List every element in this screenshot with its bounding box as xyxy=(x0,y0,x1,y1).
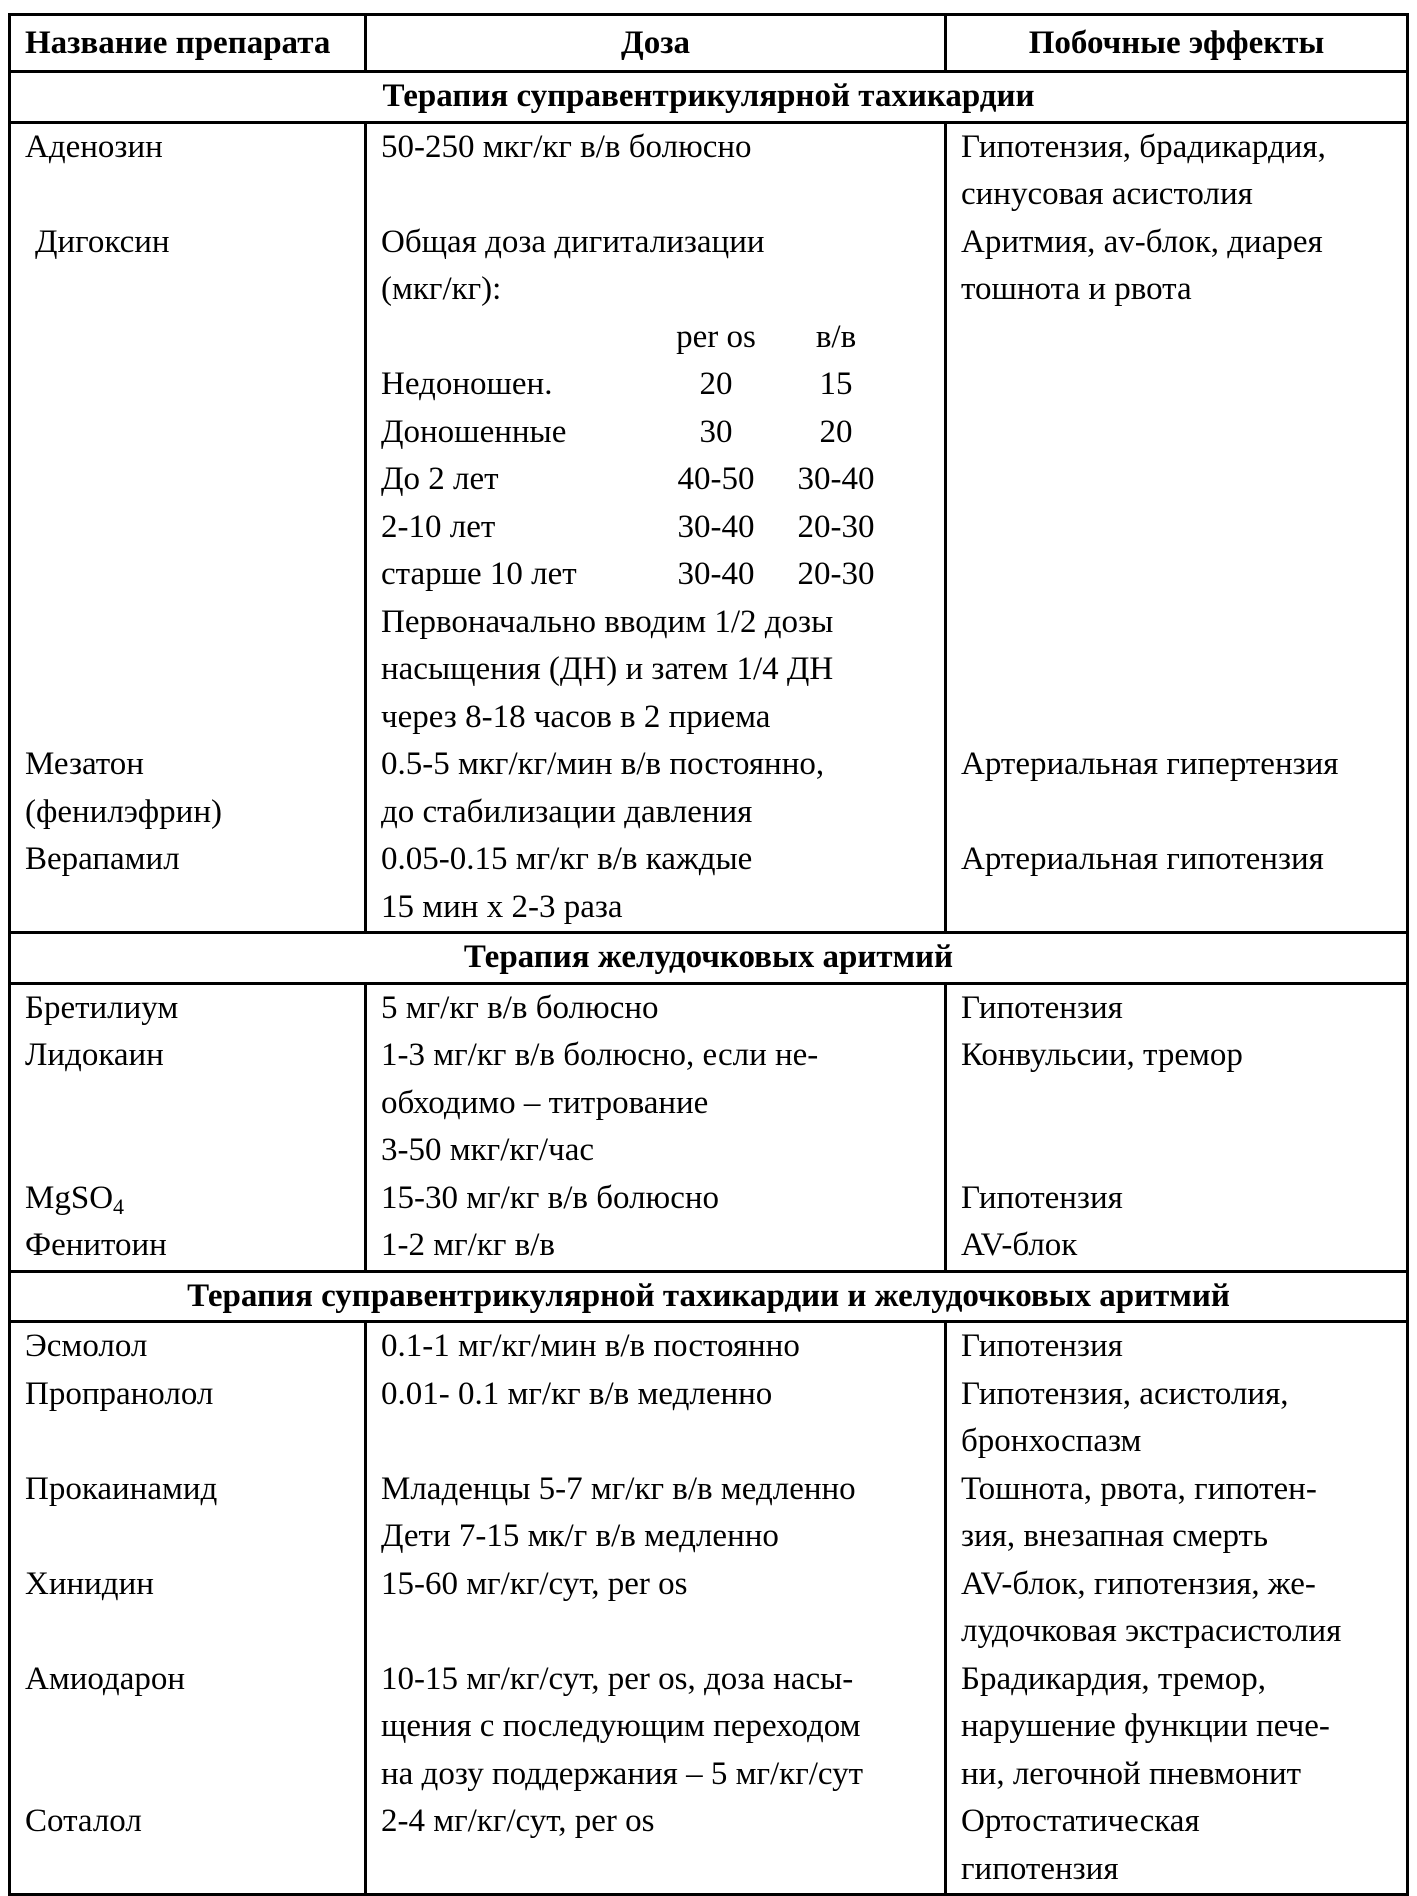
drug-dose xyxy=(366,1798,946,1895)
effects-line: Конвульсии, тремор xyxy=(961,1037,1243,1073)
drug-dose xyxy=(366,1656,946,1799)
drug-dose xyxy=(366,1371,946,1466)
drug-name-line: Фенитоин xyxy=(25,1227,167,1263)
section-title: Терапия желудочковых аритмий xyxy=(10,933,1408,984)
section-header xyxy=(10,933,1408,984)
effects-line: нарушение функции пече- xyxy=(961,1708,1330,1744)
drug-name xyxy=(10,1371,366,1466)
effects-line: Артериальная гипертензия xyxy=(961,746,1339,782)
dose-table-cell: 30-40 xyxy=(677,556,755,592)
dose-table-cell: старше 10 лет xyxy=(381,556,577,592)
dose-table-cell: 20-30 xyxy=(797,556,875,592)
table-row xyxy=(10,741,1408,836)
drug-name-line xyxy=(25,1175,350,1223)
effects-line: Гипотензия xyxy=(961,989,1123,1026)
drug-name xyxy=(10,983,366,1032)
table-row xyxy=(10,1322,1408,1371)
drug-name xyxy=(10,1032,366,1175)
dose-table-cell: 40-50 xyxy=(677,461,755,497)
dose-table-cell: До 2 лет xyxy=(381,461,499,497)
dose-line: (мкг/кг): xyxy=(381,271,502,307)
header-drug-name: Название препарата xyxy=(10,15,366,72)
dose-line: 50-250 мкг/кг в/в болюсно xyxy=(381,128,752,165)
drug-effects xyxy=(946,1032,1408,1175)
dose-table-cell: 20-30 xyxy=(797,508,875,545)
dose-line: 5 мг/кг в/в болюсно xyxy=(381,989,659,1026)
drug-name-subscript: 4 xyxy=(113,1193,125,1219)
dose-line: 0.05-0.15 мг/кг в/в каждые xyxy=(381,841,753,877)
dose-line: 15 мин х 2-3 раза xyxy=(381,888,623,925)
section-header xyxy=(10,1271,1408,1322)
dose-line: 0.1-1 мг/кг/мин в/в постоянно xyxy=(381,1328,800,1364)
dose-line: 0.5-5 мкг/кг/мин в/в постоянно, xyxy=(381,746,825,782)
dose-table-cell: 30-40 xyxy=(677,508,755,545)
dose-line: Общая доза дигитализации xyxy=(381,223,765,260)
drug-effects xyxy=(946,983,1408,1032)
digitalization-table-row xyxy=(381,504,930,552)
drug-name xyxy=(10,1656,366,1799)
dose-line: обходимо – титрование xyxy=(381,1084,709,1121)
table-row xyxy=(10,983,1408,1032)
header-side-effects: Побочные эффекты xyxy=(946,15,1408,72)
effects-line: AV-блок, гипотензия, же- xyxy=(961,1565,1316,1602)
drug-name-line: Прокаинамид xyxy=(25,1470,218,1507)
table-row xyxy=(10,122,1408,219)
dose-line: Первоначально вводим 1/2 дозы xyxy=(381,603,834,640)
digitalization-table-row xyxy=(381,409,930,457)
dose-line: 2-4 мг/кг/сут, per os xyxy=(381,1803,655,1839)
section-header xyxy=(10,72,1408,123)
drug-name xyxy=(10,1466,366,1561)
effects-line: Брадикардия, тремор, xyxy=(961,1660,1267,1697)
dose-table-cell: 20 xyxy=(819,413,853,450)
dose-table-cell: 2-10 лет xyxy=(381,508,496,545)
drug-name xyxy=(10,1322,366,1371)
dose-line: 3-50 мкг/кг/час xyxy=(381,1132,594,1168)
drug-effects xyxy=(946,1175,1408,1223)
drug-name-line: Пропранолол xyxy=(25,1375,214,1412)
table-row xyxy=(10,1371,1408,1466)
dose-line: 15-60 мг/кг/сут, per os xyxy=(381,1565,688,1602)
drug-dose xyxy=(366,1466,946,1561)
drug-name-line: Соталол xyxy=(25,1803,142,1839)
drug-dose xyxy=(366,219,946,742)
drug-dose xyxy=(366,1222,946,1271)
dose-line: 0.01- 0.1 мг/кг в/в медленно xyxy=(381,1375,773,1412)
drug-effects xyxy=(946,1371,1408,1466)
dose-table-cell: Недоношен. xyxy=(381,366,553,402)
dose-line: 15-30 мг/кг в/в болюсно xyxy=(381,1179,720,1216)
digitalization-table-row xyxy=(381,551,930,599)
drug-name xyxy=(10,1222,366,1271)
drug-dose xyxy=(366,1561,946,1656)
drug-effects xyxy=(946,1656,1408,1799)
effects-line: Ортостатическая xyxy=(961,1803,1200,1839)
effects-line: гипотензия xyxy=(961,1850,1119,1887)
digitalization-table-row xyxy=(381,361,930,409)
section-title: Терапия суправентрикулярной тахикардии xyxy=(10,72,1408,123)
dose-table-col-peros: per os xyxy=(676,318,756,355)
drug-effects xyxy=(946,1222,1408,1271)
dose-table-col-iv: в/в xyxy=(815,318,857,355)
drug-name xyxy=(10,741,366,836)
drug-name-line: Аденозин xyxy=(25,128,163,165)
dose-table-cell: 15 xyxy=(819,366,853,402)
drug-effects xyxy=(946,1322,1408,1371)
drug-dose xyxy=(366,741,946,836)
drug-effects xyxy=(946,836,1408,933)
dose-table-cell: Доношенные xyxy=(381,413,567,450)
dose-line: до стабилизации давления xyxy=(381,793,753,830)
dose-line: 10-15 мг/кг/сут, per os, доза насы- xyxy=(381,1660,854,1697)
dose-line: насыщения (ДН) и затем 1/4 ДН xyxy=(381,651,834,687)
dose-table-cell: 20 xyxy=(699,366,733,402)
drug-name-line: (фенилэфрин) xyxy=(25,793,222,830)
drug-effects xyxy=(946,741,1408,836)
dose-table-cell: 30-40 xyxy=(797,461,875,497)
drug-effects xyxy=(946,219,1408,742)
drug-table xyxy=(8,13,1409,1896)
dose-line: щения с последующим переходом xyxy=(381,1708,861,1744)
drug-effects xyxy=(946,122,1408,219)
effects-line: Гипотензия xyxy=(961,1179,1123,1216)
drug-name xyxy=(10,219,366,742)
effects-line: тошнота и рвота xyxy=(961,271,1192,307)
drug-name xyxy=(10,122,366,219)
dose-table-cell: 30 xyxy=(699,413,733,450)
drug-dose xyxy=(366,983,946,1032)
effects-line: зия, внезапная смерть xyxy=(961,1518,1269,1554)
table-row xyxy=(10,1561,1408,1656)
dose-table-cell xyxy=(381,314,651,362)
effects-line: Артериальная гипотензия xyxy=(961,841,1324,877)
drug-dose xyxy=(366,1322,946,1371)
effects-line: Гипотензия, брадикардия, xyxy=(961,128,1326,165)
dose-line: 1-3 мг/кг в/в болюсно, если не- xyxy=(381,1037,819,1073)
dose-line: Младенцы 5-7 мг/кг в/в медленно xyxy=(381,1470,856,1507)
drug-name-line: Амиодарон xyxy=(25,1660,186,1697)
effects-line: Гипотензия, асистолия, xyxy=(961,1375,1289,1412)
table-row xyxy=(10,1175,1408,1223)
drug-dose xyxy=(366,122,946,219)
dose-line: на дозу поддержания – 5 мг/кг/сут xyxy=(381,1755,864,1792)
drug-effects xyxy=(946,1561,1408,1656)
effects-line: синусовая асистолия xyxy=(961,176,1253,212)
drug-dose xyxy=(366,1032,946,1175)
effects-line: лудочковая экстрасистолия xyxy=(961,1613,1342,1649)
drug-effects xyxy=(946,1798,1408,1895)
drug-name-line: Хинидин xyxy=(25,1565,154,1602)
drug-dose xyxy=(366,836,946,933)
drug-name xyxy=(10,1561,366,1656)
effects-line: бронхоспазм xyxy=(961,1423,1142,1459)
effects-line: AV-блок xyxy=(961,1227,1078,1263)
table-row xyxy=(10,219,1408,742)
drug-name-line: Эсмолол xyxy=(25,1328,148,1364)
drug-name-line: Верапамил xyxy=(25,841,180,877)
drug-name-line: Бретилиум xyxy=(25,989,179,1026)
digitalization-table-row xyxy=(381,456,930,504)
section-title: Терапия суправентрикулярной тахикардии и желудочковых аритмий xyxy=(10,1271,1408,1322)
header-dose: Доза xyxy=(366,15,946,72)
drug-name xyxy=(10,836,366,933)
dose-line: Дети 7-15 мк/г в/в медленно xyxy=(381,1518,779,1554)
table-row xyxy=(10,836,1408,933)
dose-line: через 8-18 часов в 2 приема xyxy=(381,698,771,735)
drug-name-line: Мезатон xyxy=(25,746,144,782)
drug-name-line: Лидокаин xyxy=(25,1037,164,1073)
effects-line: Гипотензия xyxy=(961,1328,1123,1364)
drug-name-base: MgSO xyxy=(25,1179,114,1216)
drug-effects xyxy=(946,1466,1408,1561)
table-header-row xyxy=(10,15,1408,72)
digitalization-table-header xyxy=(381,314,930,362)
table-row xyxy=(10,1798,1408,1895)
table-row xyxy=(10,1222,1408,1271)
effects-line: ни, легочной пневмонит xyxy=(961,1755,1302,1792)
table-row xyxy=(10,1032,1408,1175)
drug-name xyxy=(10,1798,366,1895)
effects-line: Тошнота, рвота, гипотен- xyxy=(961,1470,1317,1507)
table-row xyxy=(10,1656,1408,1799)
drug-name xyxy=(10,1175,366,1223)
dose-line: 1-2 мг/кг в/в xyxy=(381,1227,555,1263)
table-row xyxy=(10,1466,1408,1561)
drug-dose xyxy=(366,1175,946,1223)
effects-line: Аритмия, av-блок, диарея xyxy=(961,223,1323,260)
drug-name-line: Дигоксин xyxy=(35,223,170,260)
